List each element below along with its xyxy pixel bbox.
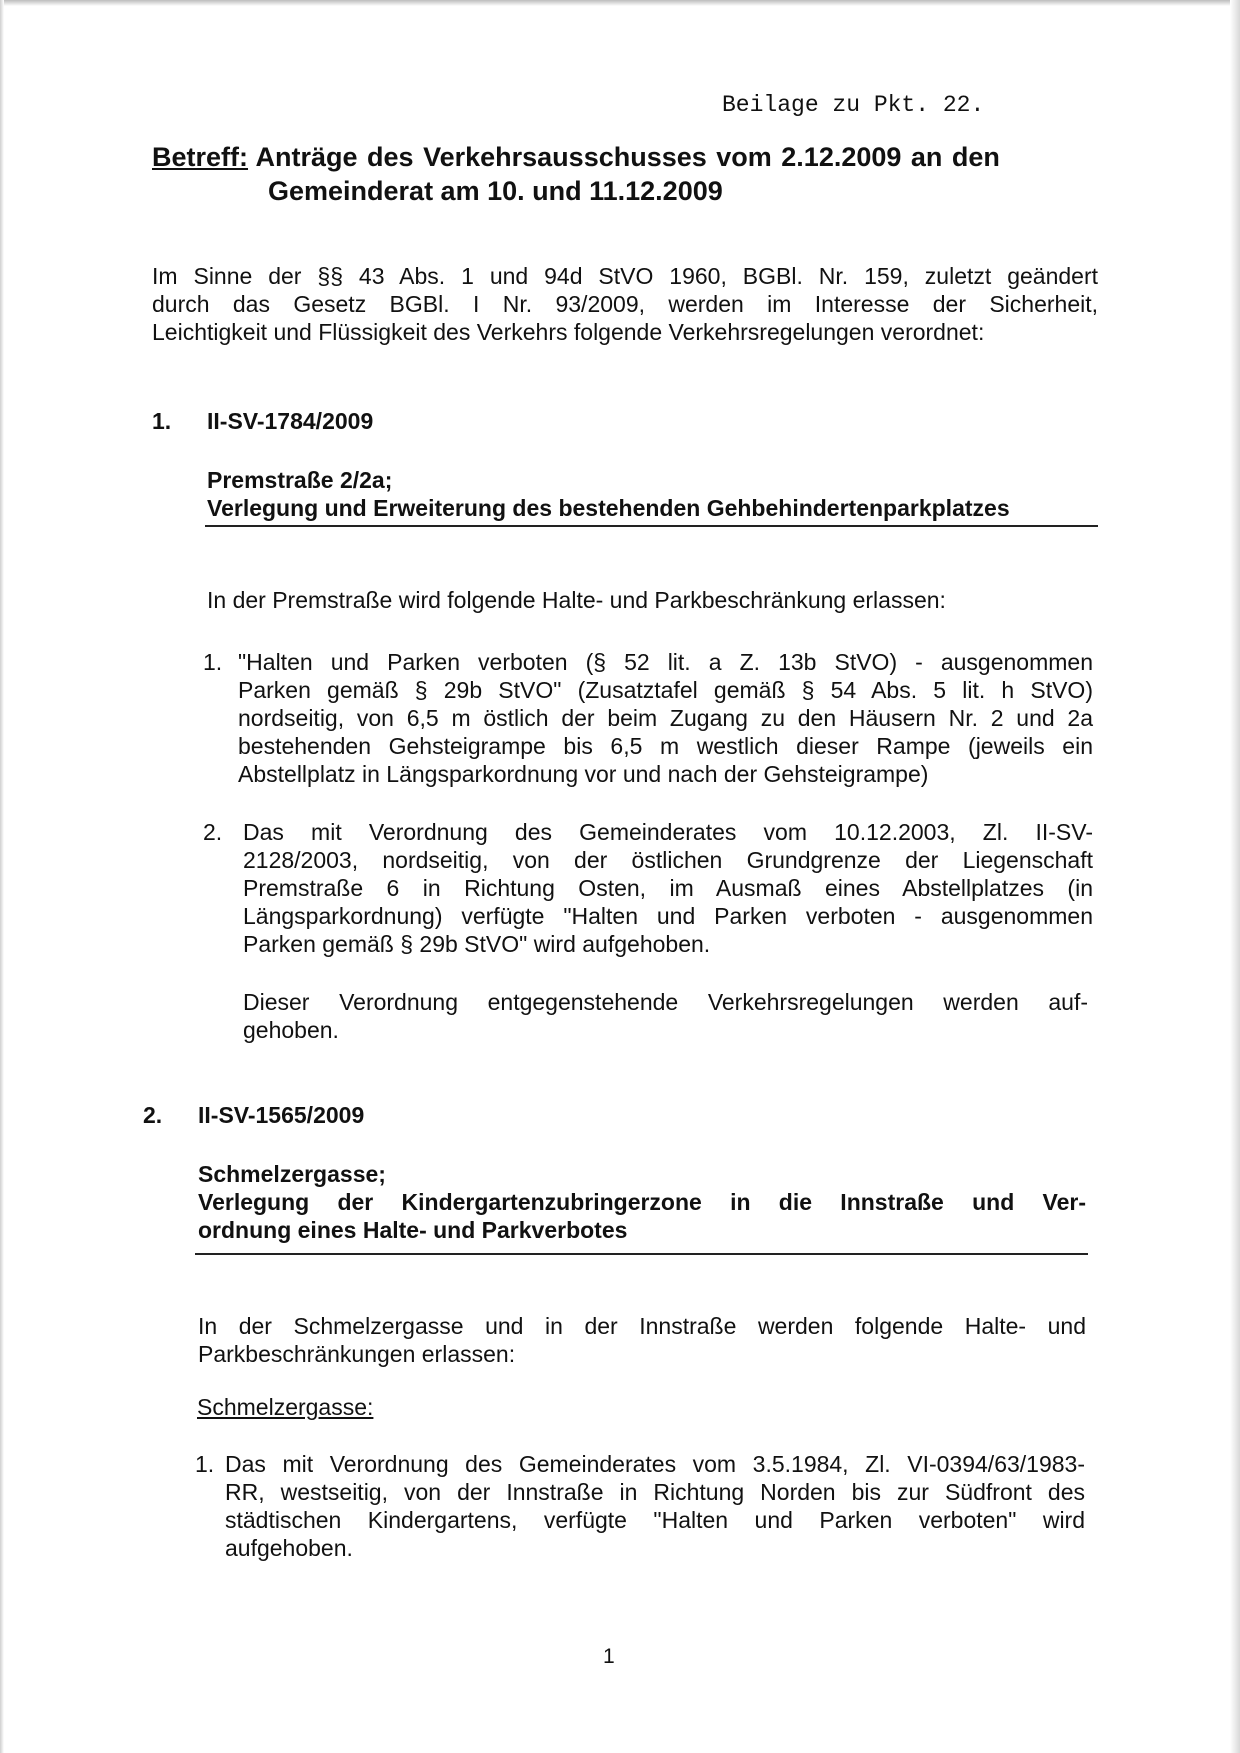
subject-label: Betreff: — [152, 142, 249, 172]
intro-paragraph — [152, 262, 1098, 346]
section-1-item-1 — [203, 648, 1093, 794]
section-2-title-line: ordnung eines Halte- und Parkverbotes — [198, 1217, 628, 1243]
item-line: Längsparkordnung) verfügte "Halten und Parken verboten - ausgenommen — [243, 903, 1093, 929]
section-2-item-1 — [195, 1450, 1085, 1568]
section-1-title-line: Premstraße 2/2a; — [207, 467, 393, 493]
section-1-rule — [205, 525, 1098, 527]
section-2-title-line: Verlegung der Kindergartenzubringerzone in die Innstraße und Ver- — [198, 1189, 1086, 1215]
item-body — [225, 1450, 1085, 1562]
section-1-closing — [243, 988, 1088, 1044]
intro-line: Im Sinne der §§ 43 Abs. 1 und 94d StVO 1960, BGBl. Nr. 159, zuletzt geändert — [152, 263, 1098, 289]
sub-heading-schmelzergasse: Schmelzergasse: — [197, 1394, 374, 1420]
item-body — [238, 648, 1093, 788]
item-line: nordseitig, von 6,5 m östlich der beim Zugang zu den Häusern Nr. 2 und 2a — [238, 705, 1093, 731]
item-line: Abstellplatz in Längsparkordnung vor und nach der Gehsteigrampe) — [238, 761, 929, 787]
item-number: 1. — [203, 649, 223, 675]
intro-line: Leichtigkeit und Flüssigkeit des Verkehrs folgende Verkehrsregelungen verordnet: — [152, 319, 985, 345]
section-1-lead — [207, 586, 1097, 614]
item-line: Parken gemäß § 29b StVO" wird aufgehoben. — [243, 931, 711, 957]
section-1-lead-line: In der Premstraße wird folgende Halte- und Parkbeschränkung erlassen: — [207, 587, 946, 613]
section-1-code: II-SV-1784/2009 — [207, 408, 374, 434]
subject-heading — [152, 140, 1102, 208]
item-line: "Halten und Parken verboten (§ 52 lit. a Z. 13b StVO) - ausgenommen — [238, 649, 1093, 675]
section-2-title — [198, 1160, 1086, 1244]
item-line: Das mit Verordnung des Gemeinderates vom 10.12.2003, Zl. II-SV- — [243, 819, 1093, 845]
section-1-title — [207, 466, 1083, 522]
section-2-lead-line: Parkbeschränkungen erlassen: — [198, 1341, 516, 1367]
item-line: städtischen Kindergartens, verfügte "Halten und Parken verboten" wird — [225, 1507, 1085, 1533]
section-2-title-line: Schmelzergasse; — [198, 1161, 386, 1187]
section-2-lead — [198, 1312, 1086, 1368]
section-1-closing-line: gehoben. — [243, 1017, 339, 1043]
section-1-closing-line: Dieser Verordnung entgegenstehende Verkehrsregelungen werden auf- — [243, 989, 1088, 1015]
subject-line-1 — [152, 140, 1102, 174]
item-line: Das mit Verordnung des Gemeinderates vom 3.5.1984, Zl. VI-0394/63/1983- — [225, 1451, 1085, 1477]
item-body — [243, 818, 1093, 958]
scan-edge-right — [1230, 0, 1240, 1753]
item-line: 2128/2003, nordseitig, von der östlichen Grundgrenze der Liegenschaft — [243, 847, 1093, 873]
section-1-number: 1. — [152, 408, 172, 434]
section-2-code: II-SV-1565/2009 — [198, 1102, 365, 1128]
subject-line-2: Gemeinderat am 10. und 11.12.2009 — [268, 176, 723, 206]
page-number: 1 — [603, 1645, 615, 1668]
attachment-note: Beilage zu Pkt. 22. — [722, 92, 985, 118]
item-line: bestehenden Gehsteigrampe bis 6,5 m westlich dieser Rampe (jeweils ein — [238, 733, 1093, 759]
section-2-number: 2. — [143, 1102, 163, 1128]
item-line: Premstraße 6 in Richtung Osten, im Ausmaß eines Abstellplatzes (in — [243, 875, 1093, 901]
intro-line: durch das Gesetz BGBl. I Nr. 93/2009, werden im Interesse der Sicherheit, — [152, 291, 1098, 317]
item-number: 1. — [195, 1451, 215, 1477]
item-line: Parken gemäß § 29b StVO" (Zusatztafel gemäß § 54 Abs. 5 lit. h StVO) — [238, 677, 1093, 703]
item-line: aufgehoben. — [225, 1535, 353, 1561]
scan-edge-left — [0, 0, 4, 1753]
item-number: 2. — [203, 819, 223, 845]
item-line: RR, westseitig, von der Innstraße in Richtung Norden bis zur Südfront des — [225, 1479, 1085, 1505]
section-1-title-line: Verlegung und Erweiterung des bestehenden Gehbehindertenparkplatzes — [207, 495, 1010, 521]
subject-text-1: Anträge des Verkehrsausschusses vom 2.12.2009 an den — [255, 142, 1000, 172]
section-2-lead-line: In der Schmelzergasse und in der Innstraße werden folgende Halte- und — [198, 1313, 1086, 1339]
scan-edge-top — [0, 0, 1240, 6]
section-1-item-2 — [203, 818, 1093, 964]
section-2-rule — [195, 1253, 1088, 1255]
